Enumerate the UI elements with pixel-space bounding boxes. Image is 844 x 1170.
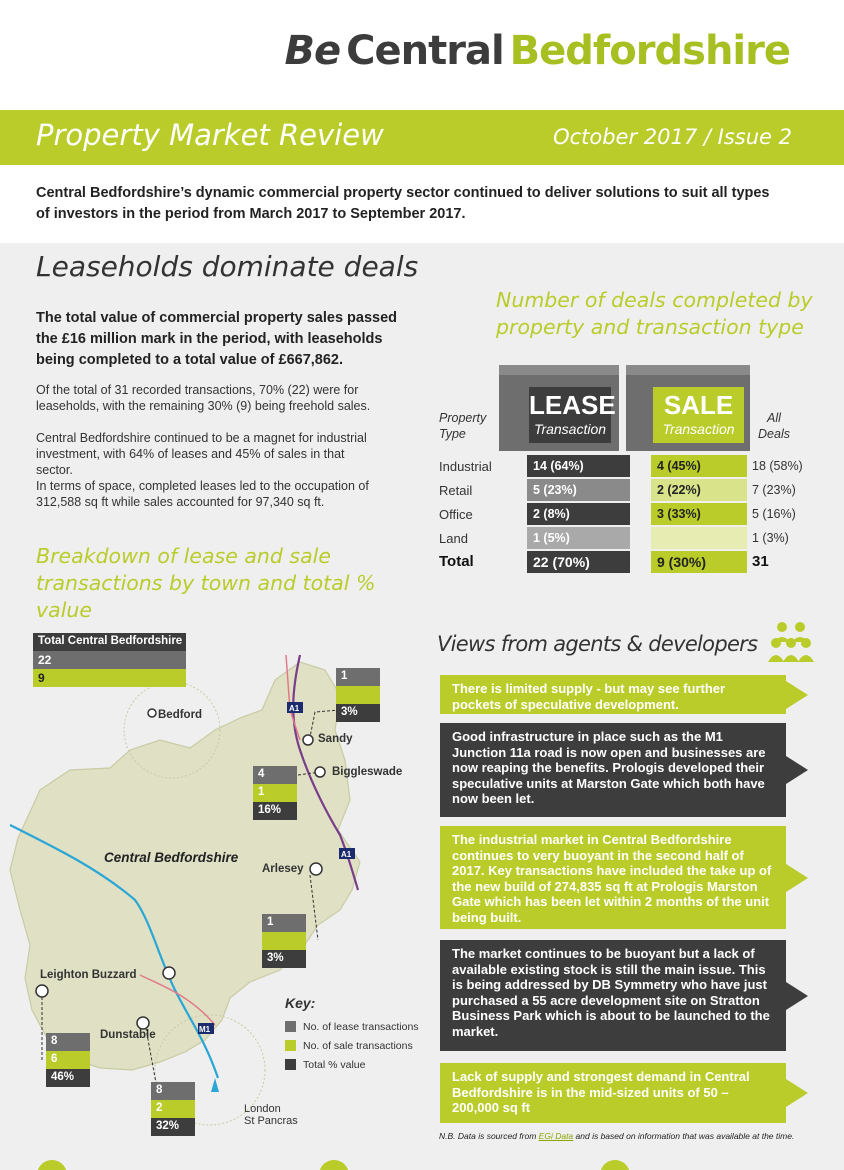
biggleswade-pct: 16% bbox=[253, 802, 297, 820]
all-cell: 7 (23%) bbox=[752, 483, 796, 497]
agent-quote-2-text: Good infrastructure in place such as the M1 Junction 11a road is now open and businesses are now reaping the benefits. Prologis developed their speculative units at Marston Gate which both have now been let. bbox=[452, 729, 766, 806]
deals-heading: Number of deals completed by property and transaction type bbox=[496, 288, 813, 339]
sale-header-sub: Transaction bbox=[662, 421, 735, 437]
leighton-box bbox=[46, 1033, 90, 1087]
leighton-lease: 8 bbox=[46, 1033, 90, 1051]
key-title: Key: bbox=[285, 995, 316, 1011]
a1-road-label-2: A1 bbox=[341, 850, 352, 859]
leasehold-lead: The total value of commercial property sales passed the £16 million mark in the period, with leaseholds being completed to a total value of £667,862. bbox=[36, 310, 398, 368]
map-key bbox=[285, 995, 419, 1074]
leighton-dot bbox=[36, 985, 48, 997]
sale-cell: 4 (45%) bbox=[651, 455, 747, 477]
row-label: Industrial bbox=[439, 459, 492, 474]
biggleswade-box bbox=[253, 766, 297, 820]
table-row bbox=[0, 455, 844, 477]
total-lease-cell: 22 (70%) bbox=[527, 551, 630, 573]
agent-quote-5 bbox=[440, 1063, 786, 1123]
key-pct bbox=[285, 1055, 419, 1074]
sandy-sale bbox=[336, 686, 380, 704]
lease-cell: 2 (8%) bbox=[527, 503, 630, 525]
property-type-header-line1: Property bbox=[439, 411, 487, 425]
arlesey-sale bbox=[262, 932, 306, 950]
key-sale-swatch bbox=[285, 1040, 296, 1051]
lease-cell: 1 (5%) bbox=[527, 527, 630, 549]
property-type-header-line2: Type bbox=[439, 427, 466, 441]
brand-be: Be bbox=[284, 28, 341, 74]
quote-arrow bbox=[786, 1079, 808, 1107]
dunstable-lease: 8 bbox=[151, 1082, 195, 1100]
lease-header-title: LEASE bbox=[529, 390, 616, 420]
brand-logo bbox=[285, 28, 790, 74]
sandy-lease: 1 bbox=[336, 668, 380, 686]
total-legend bbox=[33, 633, 186, 687]
issue-date: October 2017 / Issue 2 bbox=[553, 125, 792, 149]
all-deals-header-line1: All bbox=[767, 411, 781, 425]
all-cell: 1 (3%) bbox=[752, 531, 789, 545]
table-row bbox=[0, 479, 844, 501]
table-total-row bbox=[0, 551, 844, 573]
leasehold-paragraph-1: Of the total of 31 recorded transactions, 70% (22) were for leaseholds, with the remaining 30% (9) being freehold sales. bbox=[36, 383, 371, 413]
brand-bedfordshire: Bedfordshire bbox=[509, 28, 790, 74]
total-label: Total bbox=[439, 553, 474, 570]
town-dunstable: Dunstable bbox=[100, 1029, 156, 1041]
agent-quote-4 bbox=[440, 940, 786, 1051]
all-deals-header bbox=[756, 410, 792, 442]
footnote-text-after: and is based on information that was available at the time. bbox=[573, 1131, 795, 1141]
key-pct-label: Total % value bbox=[303, 1058, 366, 1071]
sale-cell: 3 (33%) bbox=[651, 503, 747, 525]
town-bedford: Bedford bbox=[158, 709, 203, 721]
town-sandy: Sandy bbox=[318, 733, 353, 745]
property-type-header bbox=[439, 410, 486, 442]
key-lease bbox=[285, 1017, 419, 1036]
town-biggleswade: Biggleswade bbox=[332, 766, 403, 778]
row-label: Retail bbox=[439, 483, 473, 498]
agent-quote-3 bbox=[440, 826, 786, 929]
houghton-dot bbox=[163, 967, 175, 979]
agent-quote-1 bbox=[440, 675, 786, 714]
leasehold-paragraph-2: Central Bedfordshire continued to be a magnet for industrial investment, with 64% of leases and 45% of sales in that sector. bbox=[36, 431, 367, 477]
arlesey-box bbox=[262, 914, 306, 968]
biggleswade-dot bbox=[315, 767, 325, 777]
agent-quote-5-text: Lack of supply and strongest demand in Central Bedfordshire is in the mid-sized units of 50 – 200,000 sq ft bbox=[452, 1069, 750, 1115]
total-sale-cell: 9 (30%) bbox=[651, 551, 747, 573]
all-deals-header-line2: Deals bbox=[758, 427, 790, 441]
sandy-pct: 3% bbox=[336, 704, 380, 722]
london-arrow-icon bbox=[211, 1078, 219, 1092]
key-sale bbox=[285, 1036, 419, 1055]
quote-arrow bbox=[786, 864, 808, 892]
sale-cell: 2 (22%) bbox=[651, 479, 747, 501]
table-row bbox=[0, 527, 844, 549]
region-label: Central Bedfordshire bbox=[104, 850, 239, 865]
town-arlesey: Arlesey bbox=[262, 863, 304, 875]
arlesey-dot bbox=[310, 863, 322, 875]
quote-arrow bbox=[786, 681, 808, 709]
egi-data-link[interactable]: EGi Data bbox=[538, 1131, 574, 1141]
total-all-cell: 31 bbox=[752, 553, 769, 570]
a1-road-label: A1 bbox=[289, 704, 300, 713]
dunstable-pct: 32% bbox=[151, 1118, 195, 1136]
biggleswade-sale: 1 bbox=[253, 784, 297, 802]
sandy-dot bbox=[303, 735, 313, 745]
sale-header-title: SALE bbox=[663, 390, 734, 420]
town-st-pancras: St Pancras bbox=[244, 1115, 298, 1127]
total-legend-title: Total Central Bedfordshire bbox=[33, 633, 186, 651]
views-heading: Views from agents & developers bbox=[437, 632, 758, 656]
dunstable-dot bbox=[137, 1017, 149, 1029]
source-footnote bbox=[439, 1131, 794, 1141]
agent-quote-3-text: The industrial market in Central Bedfordshire continues to very buoyant in the second half of 2017. Key transactions have included the take up of the new build of 274,835 sq ft at Prologis Marston Gate which has been let within 2 months of the unit being built. bbox=[452, 832, 772, 925]
lease-header-sub: Transaction bbox=[533, 421, 607, 437]
sale-header bbox=[653, 387, 744, 443]
bedford-dot bbox=[148, 709, 156, 717]
sale-cell bbox=[651, 527, 747, 549]
all-cell: 5 (16%) bbox=[752, 507, 796, 521]
arlesey-pct: 3% bbox=[262, 950, 306, 968]
leasehold-heading: Leaseholds dominate deals bbox=[36, 250, 419, 283]
biggleswade-lease: 4 bbox=[253, 766, 297, 784]
all-cell: 18 (58%) bbox=[752, 459, 803, 473]
table-row bbox=[0, 503, 844, 525]
dunstable-box bbox=[151, 1082, 195, 1136]
lease-cell: 14 (64%) bbox=[527, 455, 630, 477]
title-banner bbox=[0, 110, 844, 165]
lease-cell: 5 (23%) bbox=[527, 479, 630, 501]
total-sale-value: 9 bbox=[33, 669, 186, 687]
agent-quote-2 bbox=[440, 723, 786, 817]
row-label: Land bbox=[439, 531, 468, 546]
row-label: Office bbox=[439, 507, 473, 522]
key-pct-swatch bbox=[285, 1059, 296, 1070]
people-group-icon bbox=[768, 618, 814, 664]
key-lease-swatch bbox=[285, 1021, 296, 1032]
key-sale-label: No. of sale transactions bbox=[303, 1039, 413, 1052]
key-lease-label: No. of lease transactions bbox=[303, 1020, 419, 1033]
arlesey-lease: 1 bbox=[262, 914, 306, 932]
footnote-text-before: N.B. Data is sourced from bbox=[439, 1131, 539, 1141]
leighton-sale: 6 bbox=[46, 1051, 90, 1069]
leighton-pct: 46% bbox=[46, 1069, 90, 1087]
quote-arrow bbox=[786, 982, 808, 1010]
town-london: London bbox=[244, 1103, 281, 1115]
breakdown-heading: Breakdown of lease and sale transactions by town and total % value bbox=[36, 544, 376, 622]
agent-quote-4-text: The market continues to be buoyant but a lack of available existing stock is still the main issue. This is being addressed by DB Symmetry who have just purchased a 55 acre development site on Stratton Business Park which is about to be launched to the market. bbox=[452, 946, 770, 1039]
page-title: Property Market Review bbox=[36, 118, 384, 152]
lease-header bbox=[529, 387, 616, 443]
intro-text: Central Bedfordshire’s dynamic commercial property sector continued to deliver solutions to suit all types of investors in the period from March 2017 to September 2017. bbox=[36, 185, 770, 222]
leasehold-paragraph-3: In terms of space, completed leases led to the occupation of 312,588 sq ft while sales accounted for 97,340 sq ft. bbox=[36, 479, 369, 509]
total-lease-value: 22 bbox=[33, 651, 186, 669]
m1-road-label: M1 bbox=[199, 1025, 211, 1034]
sandy-box bbox=[336, 668, 380, 722]
quote-arrow bbox=[786, 756, 808, 784]
town-leighton-buzzard: Leighton Buzzard bbox=[40, 969, 137, 981]
dunstable-sale: 2 bbox=[151, 1100, 195, 1118]
brand-central: Central bbox=[346, 28, 504, 74]
agent-quote-1-text: There is limited supply - but may see further pockets of speculative development. bbox=[452, 681, 726, 712]
